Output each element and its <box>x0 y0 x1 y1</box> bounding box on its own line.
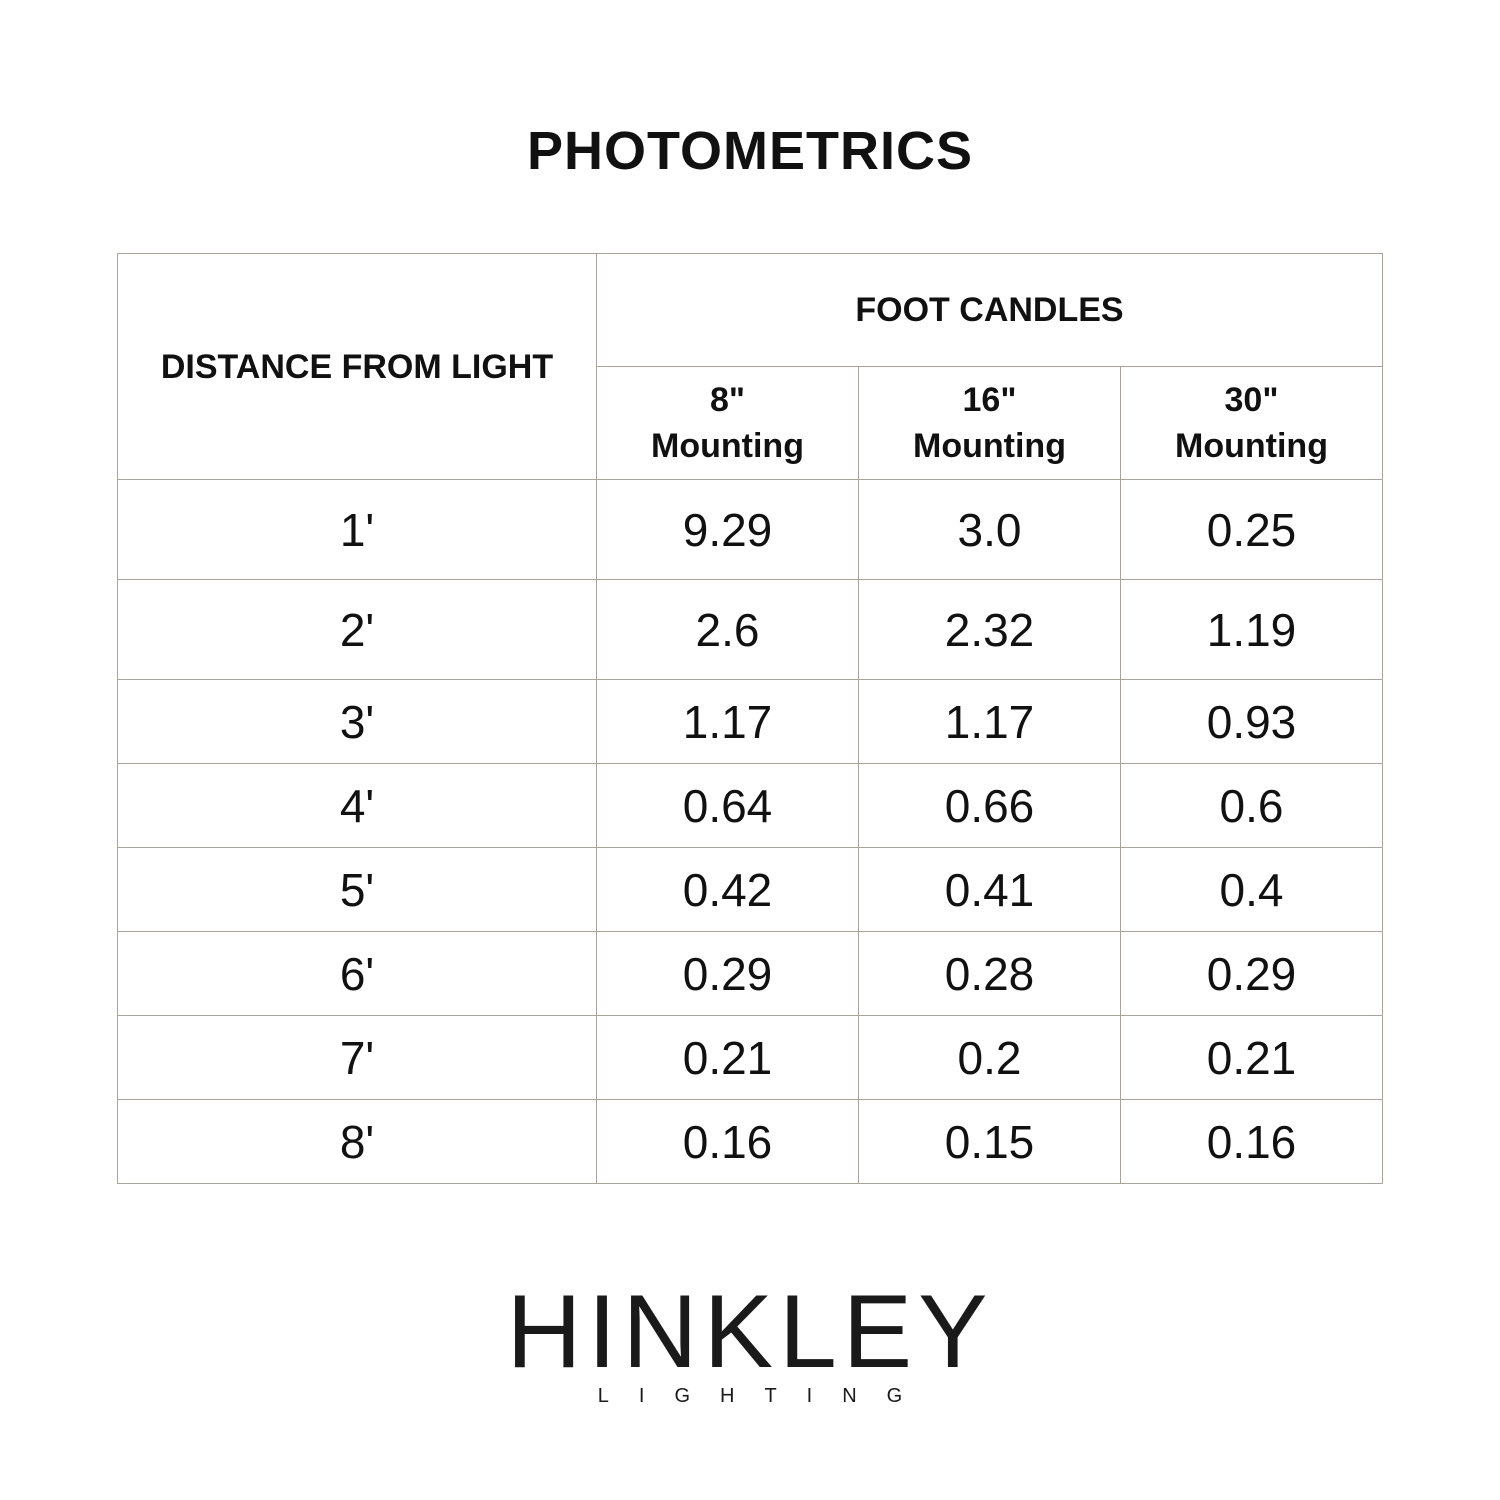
value-cell: 0.29 <box>1121 932 1383 1016</box>
distance-cell: 6' <box>118 932 597 1016</box>
value-cell: 0.28 <box>859 932 1121 1016</box>
value-cell: 0.16 <box>1121 1100 1383 1184</box>
table-row <box>118 764 1383 848</box>
distance-cell: 5' <box>118 848 597 932</box>
table-row <box>118 680 1383 764</box>
mounting-header-8 <box>597 367 859 480</box>
table-row <box>118 480 1383 580</box>
value-cell: 0.15 <box>859 1100 1121 1184</box>
mounting-size: 8" <box>709 381 746 419</box>
value-cell: 2.32 <box>859 580 1121 680</box>
foot-candles-header: FOOT CANDLES <box>597 254 1383 367</box>
distance-cell: 8' <box>118 1100 597 1184</box>
value-cell: 9.29 <box>597 480 859 580</box>
value-cell: 0.64 <box>597 764 859 848</box>
distance-cell: 3' <box>118 680 597 764</box>
mounting-label: Mounting <box>913 427 1066 465</box>
page-title: PHOTOMETRICS <box>526 121 974 181</box>
table-row <box>118 932 1383 1016</box>
mounting-header-30 <box>1121 367 1383 480</box>
value-cell: 0.41 <box>859 848 1121 932</box>
table-row <box>118 848 1383 932</box>
distance-cell: 1' <box>118 480 597 580</box>
value-cell: 0.42 <box>597 848 859 932</box>
logo-brand: HINKLEY <box>506 1274 994 1390</box>
value-cell: 0.29 <box>597 932 859 1016</box>
distance-cell: 7' <box>118 1016 597 1100</box>
distance-cell: 2' <box>118 580 597 680</box>
mounting-size: 16" <box>962 381 1017 419</box>
value-cell: 0.25 <box>1121 480 1383 580</box>
mounting-label: Mounting <box>1175 427 1328 465</box>
table-row <box>118 580 1383 680</box>
photometrics-table <box>117 253 1383 1184</box>
table-header-row <box>118 254 1383 367</box>
value-cell: 0.93 <box>1121 680 1383 764</box>
value-cell: 0.16 <box>597 1100 859 1184</box>
mounting-label: Mounting <box>651 427 804 465</box>
value-cell: 0.66 <box>859 764 1121 848</box>
distance-header: DISTANCE FROM LIGHT <box>118 254 597 480</box>
mounting-header-16 <box>859 367 1121 480</box>
hinkley-logo <box>0 1274 1500 1410</box>
value-cell: 2.6 <box>597 580 859 680</box>
value-cell: 1.19 <box>1121 580 1383 680</box>
table-row <box>118 1016 1383 1100</box>
value-cell: 0.21 <box>597 1016 859 1100</box>
value-cell: 1.17 <box>597 680 859 764</box>
value-cell: 0.21 <box>1121 1016 1383 1100</box>
table-row <box>118 1100 1383 1184</box>
value-cell: 3.0 <box>859 480 1121 580</box>
value-cell: 1.17 <box>859 680 1121 764</box>
logo-tagline: LIGHTING <box>597 1385 933 1407</box>
distance-cell: 4' <box>118 764 597 848</box>
value-cell: 0.4 <box>1121 848 1383 932</box>
value-cell: 0.2 <box>859 1016 1121 1100</box>
mounting-size: 30" <box>1224 381 1279 419</box>
value-cell: 0.6 <box>1121 764 1383 848</box>
